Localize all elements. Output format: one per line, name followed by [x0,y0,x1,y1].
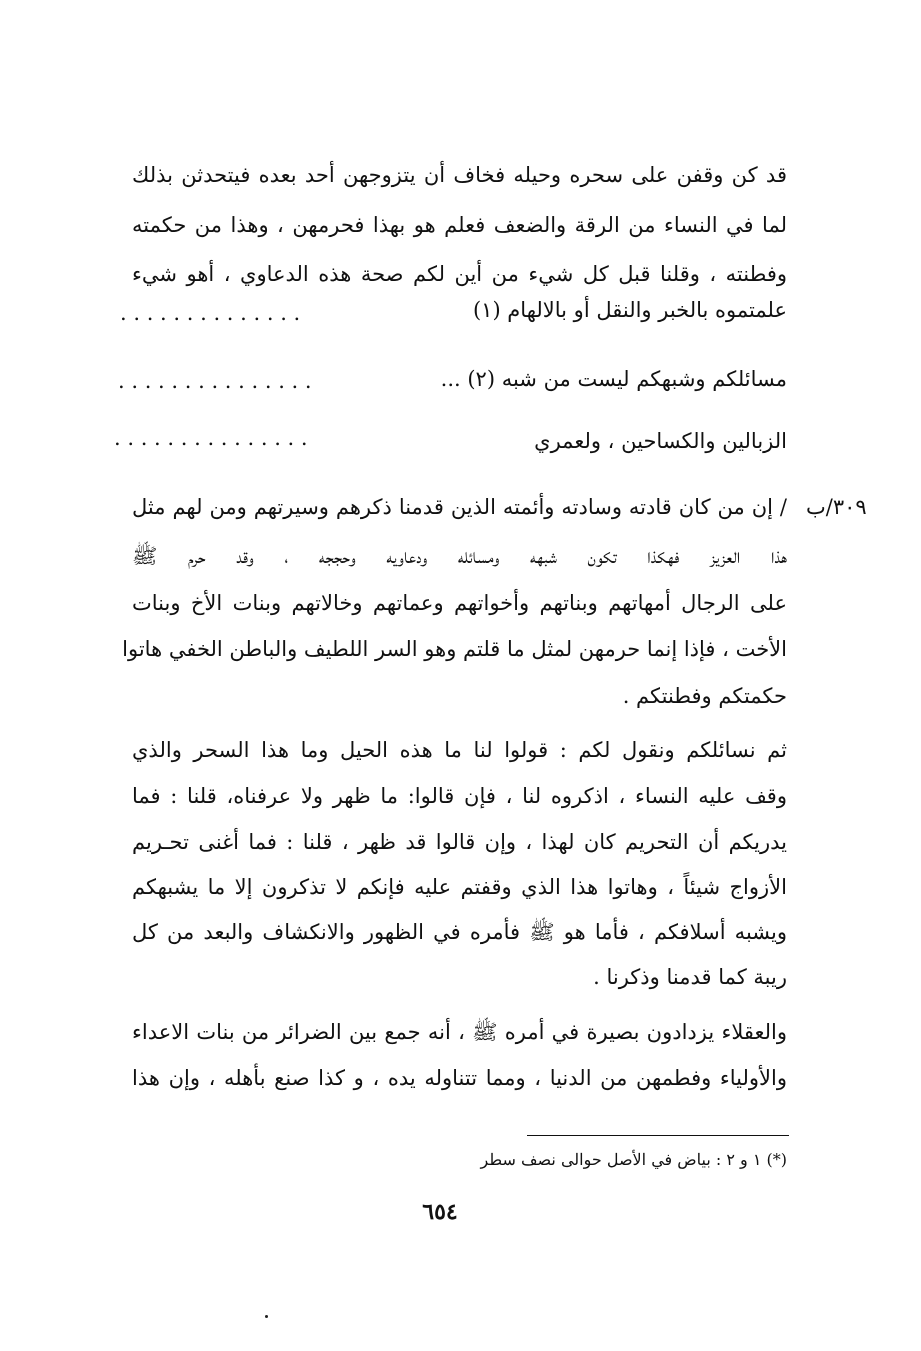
text-line: الأزواج شيئاً ، وهاتوا هذا الذي وقفتم عليه فإنكم لا تذكرون إلا ما يشبهكم [132,875,787,899]
footnote-rule [527,1135,789,1136]
lacuna-dots: . . . . . . . . . . . . . . [120,301,301,325]
text-line: الزبالين والكساحين ، ولعمري [534,429,787,453]
text-line: ريبة كما قدمنا وذكرنا . [593,965,787,989]
footnote: (*) ١ و ٢ : بياض في الأصل حوالى نصف سطر [480,1150,787,1169]
text-line: لما في النساء من الرقة والضعف فعلم هو بهذا فحرمهن ، وهذا من حكمته [132,213,787,237]
lacuna-dots: . . . . . . . . . . . . . . . [114,426,308,450]
text-line: والأولياء وفطمهن من الدنيا ، ومما تتناوله يده ، و كذا صنع بأهله ، وإن هذا [132,1066,787,1090]
text-line: وقف عليه النساء ، اذكروه لنا ، فإن قالوا: ما ظهر ولا عرفناه، قلنا : فما [132,784,787,808]
text-line: حكمتكم وفطنتكم . [622,684,787,708]
text-line: يدريكم أن التحريم كان لهذا ، وإن قالوا قد ظهر ، قلنا : فما أغنى تحـريم [132,830,787,854]
text-line: هذا العزيز فهكذا تكون شبهه ومسائله ودعاويه وحججه ، وقد حرم ﷺ [132,544,787,568]
scan-speck [265,1315,268,1318]
text-line: ثم نسائلكم ونقول لكم : قولوا لنا ما هذه الحيل وما هذا السحر والذي [132,738,787,762]
text-line: علمتموه بالخبر والنقل أو بالالهام (١) [472,298,787,322]
text-line: ويشبه أسلافكم ، فأما هو ﷺ فأمره في الظهور والانكشاف والبعد من كل [132,920,787,944]
text-line: وفطنته ، وقلنا قبل كل شيء من أين لكم صحة هذه الدعاوي ، أهو شيء [132,262,787,286]
text-line: مسائلكم وشبهكم ليست من شبه (٢) ... [440,367,787,391]
page-number: ٦٥٤ [422,1199,458,1225]
text-line: / إن من كان قادته وسادته وأئمته الذين قدمنا ذكرهم وسيرتهم ومن لهم مثل [132,495,787,519]
text-line: الأخت ، فإذا إنما حرمهن لمثل ما قلتم وهو السر اللطيف والباطن الخفي هاتوا [122,637,787,661]
folio-margin-note: ٣٠٩/ب [806,495,867,519]
text-line: على الرجال أمهاتهم وبناتهم وأخواتهم وعماتهم وخالاتهم وبنات الأخ وبنات [132,591,787,615]
text-line: قد كن وقفن على سحره وحيله فخاف أن يتزوجهن أحد بعده فيتحدثن بذلك [132,163,787,187]
text-line: والعقلاء يزدادون بصيرة في أمره ﷺ ، أنه جمع بين الضرائر من بنات الاعداء [132,1020,787,1044]
lacuna-dots: . . . . . . . . . . . . . . . [118,369,312,393]
